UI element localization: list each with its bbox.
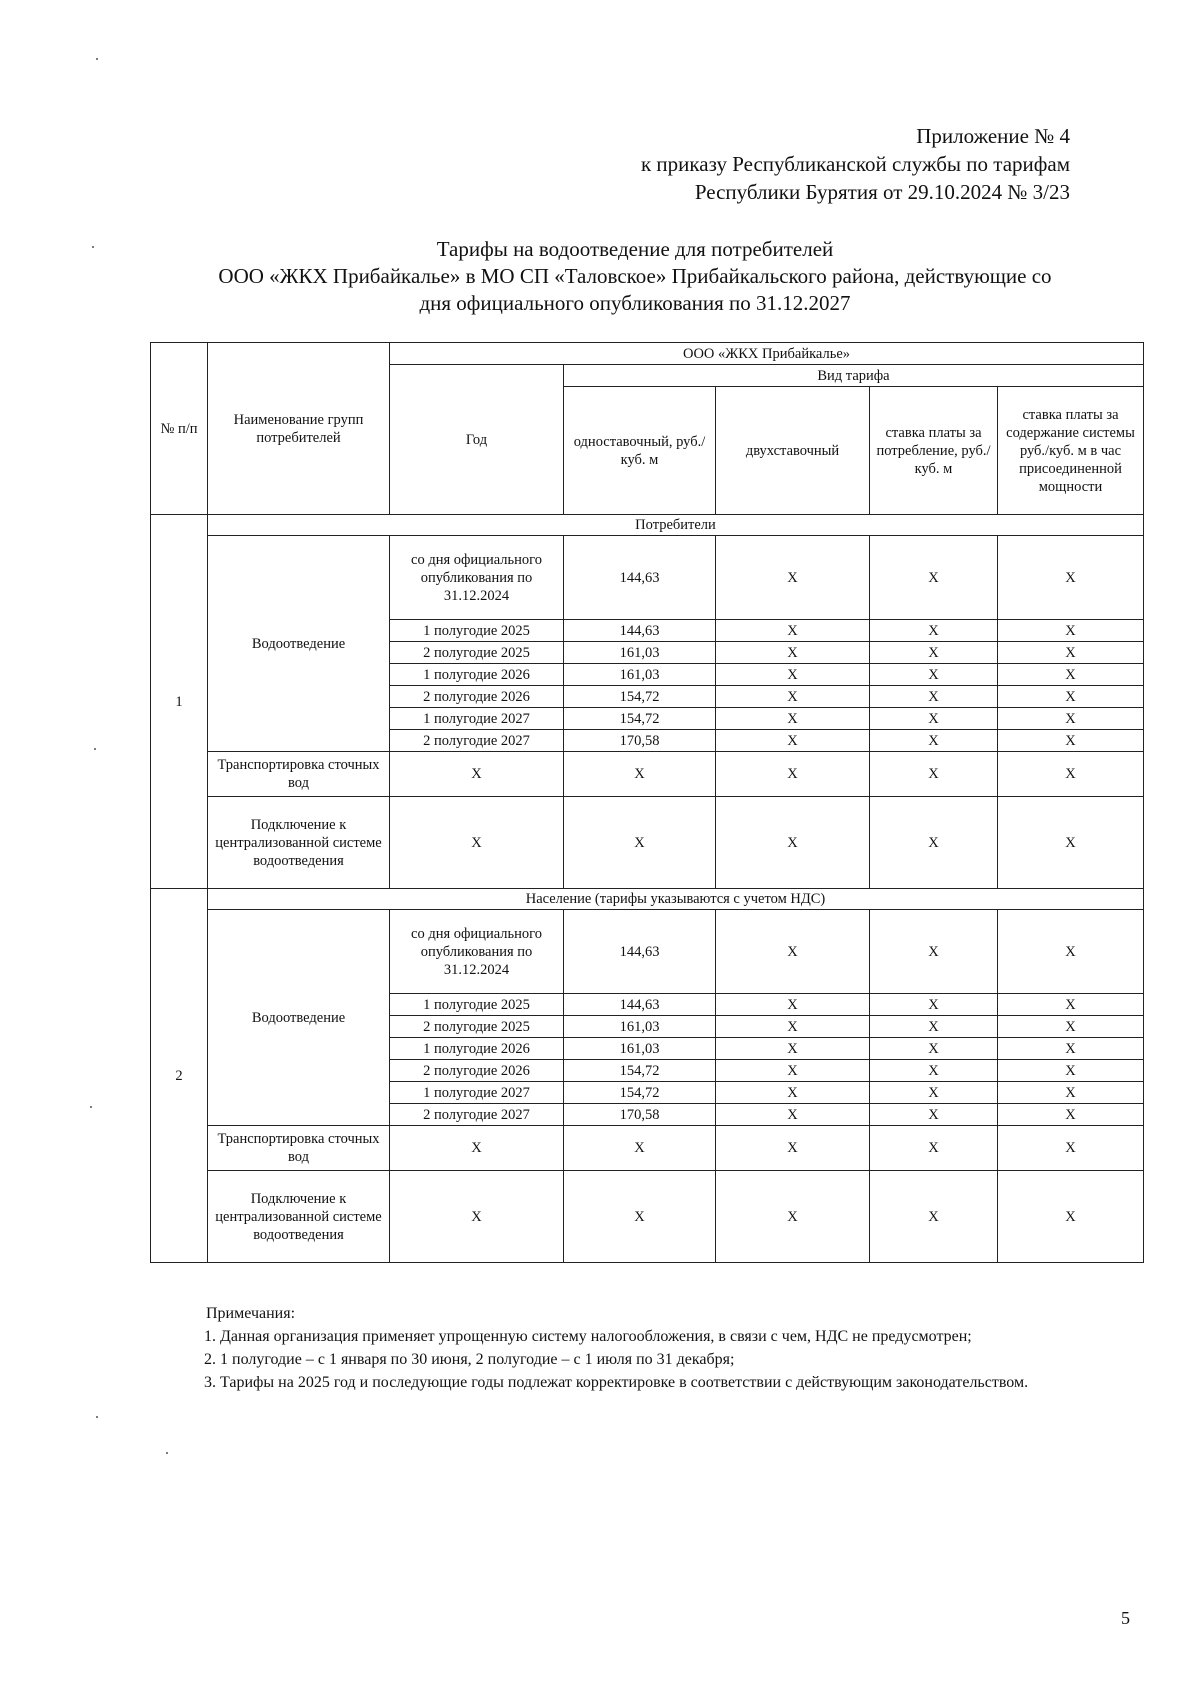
period-cell: 1 полугодие 2025: [390, 994, 564, 1016]
rate-cell-consumption: X: [870, 1171, 998, 1263]
rate-cell-double: X: [716, 1038, 870, 1060]
rate-cell-consumption: X: [870, 1038, 998, 1060]
table-row: [151, 536, 1144, 620]
period-cell: X: [390, 797, 564, 889]
rate-cell-consumption: X: [870, 1126, 998, 1171]
rate-cell-maintenance: X: [998, 730, 1144, 752]
rate-cell-single: X: [564, 1126, 716, 1171]
rate-cell-consumption: X: [870, 1016, 998, 1038]
note-item: 2. 1 полугодие – с 1 января по 30 июня, 2 полугодие – с 1 июля по 31 декабря;: [204, 1351, 735, 1368]
header-double-rate: двухставочный: [716, 387, 870, 515]
header-tariff-type: Вид тарифа: [564, 365, 1144, 387]
rate-cell-single: 144,63: [564, 620, 716, 642]
period-cell: 1 полугодие 2026: [390, 664, 564, 686]
header-no: № п/п: [151, 343, 208, 515]
rate-cell-maintenance: X: [998, 536, 1144, 620]
rate-cell-double: X: [716, 708, 870, 730]
notes: [150, 1302, 1132, 1394]
document-title: [140, 236, 1130, 317]
period-cell: со дня официального опубликования по 31.12.2024: [390, 910, 564, 994]
period-cell: 1 полугодие 2026: [390, 1038, 564, 1060]
rate-cell-maintenance: X: [998, 910, 1144, 994]
note-item: 3. Тарифы на 2025 год и последующие годы подлежат корректировке в соответствии с действующим законодательством.: [204, 1374, 1029, 1391]
rate-cell-consumption: X: [870, 686, 998, 708]
rate-cell-consumption: X: [870, 1082, 998, 1104]
group-name: Водоотведение: [208, 910, 390, 1126]
rate-cell-single: 154,72: [564, 1082, 716, 1104]
rate-cell-consumption: X: [870, 994, 998, 1016]
notes-heading: Примечания:: [206, 1305, 296, 1322]
transport-row: [151, 752, 1144, 797]
scan-speck: [92, 246, 94, 248]
rate-cell-double: X: [716, 797, 870, 889]
appendix-line-1: Приложение № 4: [916, 124, 1070, 148]
appendix-line-2: к приказу Республиканской службы по тарифам: [640, 152, 1070, 176]
rate-cell-double: X: [716, 1104, 870, 1126]
section-title: Потребители: [208, 515, 1144, 536]
rate-cell-single: X: [564, 1171, 716, 1263]
rate-cell-maintenance: X: [998, 1082, 1144, 1104]
rate-cell-consumption: X: [870, 708, 998, 730]
rate-cell-double: X: [716, 642, 870, 664]
transport-row: [151, 1126, 1144, 1171]
section-title-row: [151, 889, 1144, 910]
period-cell: 2 полугодие 2027: [390, 1104, 564, 1126]
note-item: 1. Данная организация применяет упрощенную систему налогообложения, в связи с чем, НДС не предусмотрен;: [204, 1328, 972, 1345]
transport-label: Транспортировка сточных вод: [208, 1126, 390, 1171]
scan-speck: [90, 1106, 92, 1108]
rate-cell-consumption: X: [870, 797, 998, 889]
connection-row: [151, 1171, 1144, 1263]
connection-label: Подключение к централизованной системе водоотведения: [208, 797, 390, 889]
rate-cell-maintenance: X: [998, 752, 1144, 797]
period-cell: 2 полугодие 2026: [390, 686, 564, 708]
period-cell: со дня официального опубликования по 31.12.2024: [390, 536, 564, 620]
rate-cell-consumption: X: [870, 642, 998, 664]
rate-cell-double: X: [716, 730, 870, 752]
table-body: [151, 515, 1144, 1263]
rate-cell-maintenance: X: [998, 1171, 1144, 1263]
header-consumption-rate: ставка платы за потребление, руб./ куб. м: [870, 387, 998, 515]
rate-cell-consumption: X: [870, 1104, 998, 1126]
period-cell: X: [390, 752, 564, 797]
scan-speck: [96, 1416, 98, 1418]
rate-cell-single: 170,58: [564, 1104, 716, 1126]
rate-cell-maintenance: X: [998, 620, 1144, 642]
scan-speck: [96, 58, 98, 60]
header-group: Наименование групп потребителей: [208, 343, 390, 515]
header-year: Год: [390, 365, 564, 515]
title-line-3: дня официального опубликования по 31.12.2027: [419, 291, 851, 315]
rate-cell-double: X: [716, 994, 870, 1016]
rate-cell-consumption: X: [870, 536, 998, 620]
rate-cell-maintenance: X: [998, 686, 1144, 708]
period-cell: 2 полугодие 2025: [390, 642, 564, 664]
rate-cell-maintenance: X: [998, 994, 1144, 1016]
rate-cell-consumption: X: [870, 1060, 998, 1082]
period-cell: 2 полугодие 2026: [390, 1060, 564, 1082]
scan-speck: [94, 748, 96, 750]
period-cell: 2 полугодие 2027: [390, 730, 564, 752]
rate-cell-single: 144,63: [564, 994, 716, 1016]
rate-cell-consumption: X: [870, 910, 998, 994]
period-cell: 1 полугодие 2025: [390, 620, 564, 642]
rate-cell-double: X: [716, 620, 870, 642]
rate-cell-double: X: [716, 1060, 870, 1082]
rate-cell-single: 161,03: [564, 1016, 716, 1038]
rate-cell-double: X: [716, 686, 870, 708]
rate-cell-double: X: [716, 1016, 870, 1038]
header-single-rate: одноставочный, руб./ куб. м: [564, 387, 716, 515]
period-cell: 1 полугодие 2027: [390, 1082, 564, 1104]
rate-cell-maintenance: X: [998, 797, 1144, 889]
rate-cell-double: X: [716, 1082, 870, 1104]
row-number: 1: [151, 515, 208, 889]
tariff-table: [150, 342, 1144, 1263]
table-row: [151, 910, 1144, 994]
rate-cell-maintenance: X: [998, 642, 1144, 664]
section-title-row: [151, 515, 1144, 536]
rate-cell-single: 161,03: [564, 642, 716, 664]
rate-cell-double: X: [716, 1126, 870, 1171]
section-title: Население (тарифы указываются с учетом НДС): [208, 889, 1144, 910]
rate-cell-single: 144,63: [564, 536, 716, 620]
rate-cell-single: X: [564, 752, 716, 797]
rate-cell-double: X: [716, 752, 870, 797]
rate-cell-maintenance: X: [998, 1104, 1144, 1126]
rate-cell-single: 154,72: [564, 1060, 716, 1082]
connection-label: Подключение к централизованной системе водоотведения: [208, 1171, 390, 1263]
rate-cell-single: 154,72: [564, 708, 716, 730]
rate-cell-double: X: [716, 536, 870, 620]
rate-cell-single: X: [564, 797, 716, 889]
rate-cell-maintenance: X: [998, 1016, 1144, 1038]
period-cell: 2 полугодие 2025: [390, 1016, 564, 1038]
period-cell: X: [390, 1171, 564, 1263]
rate-cell-maintenance: X: [998, 1060, 1144, 1082]
rate-cell-single: 161,03: [564, 664, 716, 686]
rate-cell-single: 161,03: [564, 1038, 716, 1060]
rate-cell-double: X: [716, 664, 870, 686]
header-maintenance-rate: ставка платы за содержание системы руб./куб. м в час присоединенной мощности: [998, 387, 1144, 515]
rate-cell-consumption: X: [870, 752, 998, 797]
rate-cell-consumption: X: [870, 664, 998, 686]
rate-cell-single: 144,63: [564, 910, 716, 994]
rate-cell-maintenance: X: [998, 708, 1144, 730]
title-line-1: Тарифы на водоотведение для потребителей: [436, 237, 834, 261]
rate-cell-double: X: [716, 910, 870, 994]
period-cell: 1 полугодие 2027: [390, 708, 564, 730]
rate-cell-maintenance: X: [998, 1126, 1144, 1171]
rate-cell-double: X: [716, 1171, 870, 1263]
group-name: Водоотведение: [208, 536, 390, 752]
rate-cell-single: 154,72: [564, 686, 716, 708]
transport-label: Транспортировка сточных вод: [208, 752, 390, 797]
title-line-2: ООО «ЖКХ Прибайкалье» в МО СП «Таловское» Прибайкальского района, действующие со: [218, 264, 1052, 288]
rate-cell-maintenance: X: [998, 1038, 1144, 1060]
connection-row: [151, 797, 1144, 889]
rate-cell-consumption: X: [870, 730, 998, 752]
period-cell: X: [390, 1126, 564, 1171]
rate-cell-consumption: X: [870, 620, 998, 642]
scan-speck: [166, 1452, 168, 1454]
rate-cell-single: 170,58: [564, 730, 716, 752]
appendix-header: [641, 122, 1070, 206]
table-header: [151, 343, 1144, 515]
rate-cell-maintenance: X: [998, 664, 1144, 686]
row-number: 2: [151, 889, 208, 1263]
appendix-line-3: Республики Бурятия от 29.10.2024 № 3/23: [694, 180, 1070, 204]
page-number: 5: [1121, 1608, 1130, 1628]
header-org: ООО «ЖКХ Прибайкалье»: [390, 343, 1144, 365]
